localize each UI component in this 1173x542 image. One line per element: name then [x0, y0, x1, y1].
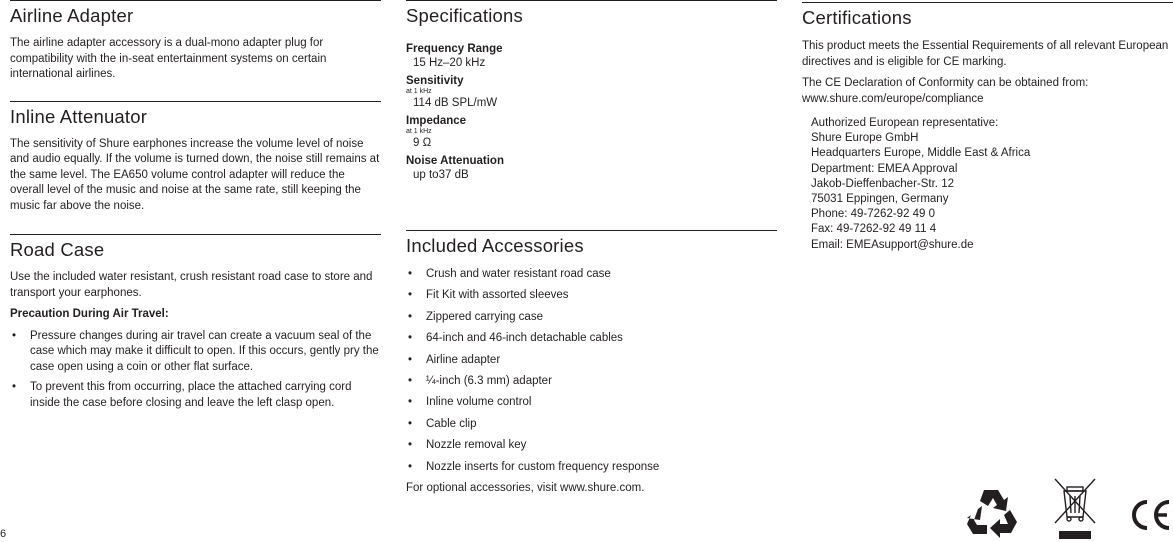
- list-item: • Inline volume control: [406, 395, 777, 411]
- accessories-list: [406, 267, 777, 475]
- list-item: • Cable clip: [406, 417, 777, 433]
- list-item: • Pressure changes during air travel can create a vacuum seal of the case which may make it difficult to open. If this occurs, gently pry the case open using a coin or other flat surface.: [10, 329, 381, 376]
- noise-attenuation-label: Noise Attenuation: [406, 155, 504, 167]
- rep-line: 75031 Eppingen, Germany: [811, 193, 949, 206]
- noise-attenuation-value: up to37 dB: [413, 169, 469, 181]
- rep-line: Jakob-Dieffenbacher-Str. 12: [811, 177, 954, 190]
- page-number: 6: [0, 528, 7, 540]
- certifications-title: Certifications: [802, 7, 912, 28]
- rep-line: Email: EMEAsupport@shure.de: [811, 238, 974, 251]
- impedance-label: Impedance: [406, 115, 467, 127]
- impedance-value: 9 Ω: [413, 137, 432, 149]
- specifications-section: [406, 0, 777, 182]
- right-column: [802, 2, 1173, 253]
- specifications-title: Specifications: [406, 5, 523, 26]
- rep-line: Authorized European representative:: [811, 117, 999, 129]
- impedance-condition: at 1 kHz: [406, 128, 432, 135]
- list-item: • 64-inch and 46-inch detachable cables: [406, 331, 777, 347]
- sensitivity-label: Sensitivity: [406, 75, 464, 87]
- rep-line: Phone: 49-7262-92 49 0: [811, 208, 936, 221]
- road-case-body: Use the included water resistant, crush resistant road case to store and transport your earphones.: [10, 271, 373, 299]
- rep-line: Shure Europe GmbH: [811, 132, 919, 145]
- frequency-range-value: 15 Hz–20 kHz: [413, 57, 486, 69]
- certifications-body-1: This product meets the Essential Requirements of all relevant European directives and is eligible for CE marking.: [802, 40, 1169, 68]
- list-item: • Nozzle inserts for custom frequency response: [406, 460, 777, 476]
- sensitivity-value: 114 dB SPL/mW: [413, 97, 498, 109]
- included-accessories-title: Included Accessories: [406, 235, 584, 256]
- rep-line: Fax: 49-7262-92 49 11 4: [811, 223, 937, 236]
- list-item: • Zippered carrying case: [406, 310, 777, 326]
- weee-crossed-bin-icon: [1053, 477, 1097, 540]
- list-item: • ¼-inch (6.3 mm) adapter: [406, 374, 777, 390]
- road-case-section: [10, 234, 381, 411]
- recycle-icon: [962, 487, 1020, 541]
- list-item: • Airline adapter: [406, 353, 777, 369]
- precaution-list: [10, 329, 381, 412]
- rep-line: Headquarters Europe, Middle East & Africa: [811, 147, 1031, 160]
- specs-list: [406, 42, 777, 182]
- inline-attenuator-title: Inline Attenuator: [10, 105, 148, 127]
- frequency-range-label: Frequency Range: [406, 43, 503, 55]
- list-item: • Crush and water resistant road case: [406, 267, 777, 283]
- certifications-section: [802, 2, 1173, 253]
- left-column: [10, 0, 381, 411]
- ce-mark-icon: [1129, 498, 1173, 532]
- list-item: • Fit Kit with assorted sleeves: [406, 288, 777, 304]
- airline-adapter-section: [10, 0, 381, 83]
- sensitivity-condition: at 1 kHz: [406, 88, 432, 95]
- airline-adapter-title: Airline Adapter: [10, 5, 134, 26]
- inline-attenuator-body: The sensitivity of Shure earphones increase the volume level of noise and audio equally. If the volume is turned down, the noise still remains at the same level. The EA650 volume control adapter will reduce the overall level of the music and noise at the same rate, still keeping the music far above the noise.: [10, 137, 380, 212]
- list-item: • To prevent this from occurring, place the attached carrying cord inside the case before closing and leave the left clasp open.: [10, 380, 381, 411]
- certifications-body-2: The CE Declaration of Conformity can be obtained from: www.shure.com/europe/compliance: [802, 77, 1089, 105]
- accessories-footer: For optional accessories, visit www.shure.com.: [406, 481, 645, 494]
- precaution-title: Precaution During Air Travel:: [10, 308, 169, 320]
- eu-representative-block: [811, 116, 1173, 253]
- middle-column: [406, 0, 777, 494]
- road-case-title: Road Case: [10, 239, 105, 260]
- inline-attenuator-section: [10, 101, 381, 215]
- list-item: • Nozzle removal key: [406, 438, 777, 454]
- included-accessories-section: [406, 230, 777, 496]
- airline-adapter-body: The airline adapter accessory is a dual-mono adapter plug for compatibility with the in-seat entertainment systems on certain international airlines.: [10, 37, 327, 80]
- rep-line: Department: EMEA Approval: [811, 162, 958, 175]
